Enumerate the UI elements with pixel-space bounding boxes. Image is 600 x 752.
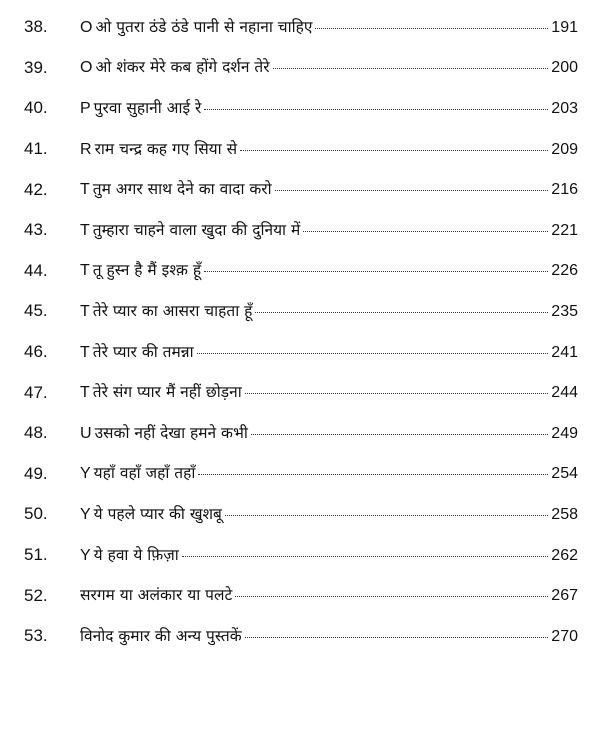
entry-body [80,301,578,322]
entry-title: ओ शंकर मेरे कब होंगे दर्शन तेरे [95,58,270,77]
dot-leader [245,637,549,638]
toc-entry[interactable] [0,251,600,292]
entry-index-letter: P [80,99,91,117]
entry-page-number: 200 [551,59,578,77]
entry-body [80,342,578,363]
entry-number: 49. [24,463,48,483]
entry-index-letter: Y [80,505,91,523]
toc-entry[interactable] [0,332,600,373]
entry-page-number: 203 [551,99,578,117]
entry-number: 38. [24,17,48,37]
entry-body [80,220,578,241]
entry-page-number: 267 [551,587,578,605]
entry-number: 42. [24,179,48,199]
dot-leader [245,393,549,394]
entry-body [80,423,578,444]
entry-index-letter: O [80,18,93,36]
entry-number: 39. [24,57,48,77]
entry-body [80,179,578,200]
dot-leader [273,68,549,69]
entry-index-letter: T [80,262,90,280]
entry-body [80,382,578,403]
entry-number: 40. [24,98,48,118]
entry-index-letter: R [80,140,92,158]
dot-leader [182,556,549,557]
entry-page-number: 254 [551,465,578,483]
entry-title: ये हवा ये फ़िज़ा [93,545,179,564]
entry-title: तुम्हारा चाहने वाला खुदा की दुनिया में [92,220,301,239]
entry-title: पुरवा सुहानी आई रे [93,98,202,117]
entry-number: 41. [24,139,48,159]
entry-body [80,17,578,38]
entry-body [80,504,578,525]
dot-leader [240,150,548,151]
toc-entry[interactable] [0,291,600,332]
entry-body [80,585,578,606]
entry-index-letter: T [80,343,90,361]
dot-leader [315,28,548,29]
dot-leader [255,312,548,313]
entry-title: विनोद कुमार की अन्य पुस्तकें [80,626,242,645]
entry-body [80,57,578,78]
entry-title: राम चन्द्र कह गए सिया से [94,139,238,158]
toc-entry[interactable] [0,413,600,454]
dot-leader [198,474,548,475]
entry-index-letter: T [80,221,90,239]
entry-index-letter: T [80,181,90,199]
entry-body [80,260,578,281]
entry-title: तुम अगर साथ देने का वादा करो [92,180,272,199]
toc-entry[interactable] [0,7,600,48]
entry-page-number: 209 [551,140,578,158]
entry-title: तेरे प्यार का आसरा चाहता हूँ [92,301,253,320]
entry-body [80,545,578,566]
entry-number: 50. [24,504,48,524]
entry-title: उसको नहीं देखा हमने कभी [94,423,248,442]
entry-page-number: 216 [551,181,578,199]
toc-entry[interactable] [0,616,600,657]
entry-number: 44. [24,260,48,280]
toc-entry[interactable] [0,129,600,170]
entry-page-number: 235 [551,302,578,320]
entry-page-number: 249 [551,424,578,442]
dot-leader [197,353,549,354]
entry-index-letter: T [80,302,90,320]
toc-entry[interactable] [0,454,600,495]
entry-index-letter: Y [80,546,91,564]
entry-number: 52. [24,585,48,605]
dot-leader [235,596,548,597]
entry-number: 46. [24,342,48,362]
table-of-contents [0,7,600,657]
entry-number: 47. [24,382,48,402]
entry-body [80,626,578,647]
entry-title: तेरे प्यार की तमन्ना [92,342,194,361]
entry-page-number: 221 [551,221,578,239]
toc-entry[interactable] [0,210,600,251]
entry-index-letter: O [80,59,93,77]
entry-page-number: 262 [551,546,578,564]
entry-page-number: 244 [551,384,578,402]
dot-leader [204,271,548,272]
entry-number: 53. [24,626,48,646]
entry-title: तेरे संग प्यार मैं नहीं छोड़ना [92,383,242,402]
entry-page-number: 226 [551,262,578,280]
entry-title: तू हुस्न है मैं इश्क़ हूँ [92,261,202,280]
entry-page-number: 270 [551,627,578,645]
entry-body [80,139,578,160]
dot-leader [204,109,548,110]
dot-leader [251,434,548,435]
entry-title: यहाँ वहाँ जहाँ तहाँ [93,464,196,483]
entry-title: ओ पुतरा ठंडे ठंडे पानी से नहाना चाहिए [95,17,313,36]
dot-leader [275,190,549,191]
entry-index-letter: T [80,384,90,402]
entry-body [80,98,578,119]
entry-title: ये पहले प्यार की खुशबू [93,504,222,523]
entry-page-number: 191 [551,18,578,36]
toc-entry[interactable] [0,494,600,535]
entry-index-letter: U [80,424,92,442]
toc-entry[interactable] [0,169,600,210]
entry-number: 43. [24,220,48,240]
toc-entry[interactable] [0,372,600,413]
entry-page-number: 258 [551,505,578,523]
toc-entry[interactable] [0,535,600,576]
entry-page-number: 241 [551,343,578,361]
entry-number: 45. [24,301,48,321]
dot-leader [303,231,548,232]
entry-number: 51. [24,545,48,565]
entry-index-letter: Y [80,465,91,483]
entry-body [80,463,578,484]
toc-entry[interactable] [0,575,600,616]
toc-entry[interactable] [0,88,600,129]
toc-entry[interactable] [0,48,600,89]
dot-leader [225,515,548,516]
entry-number: 48. [24,423,48,443]
entry-title: सरगम या अलंकार या पलटे [80,586,233,605]
